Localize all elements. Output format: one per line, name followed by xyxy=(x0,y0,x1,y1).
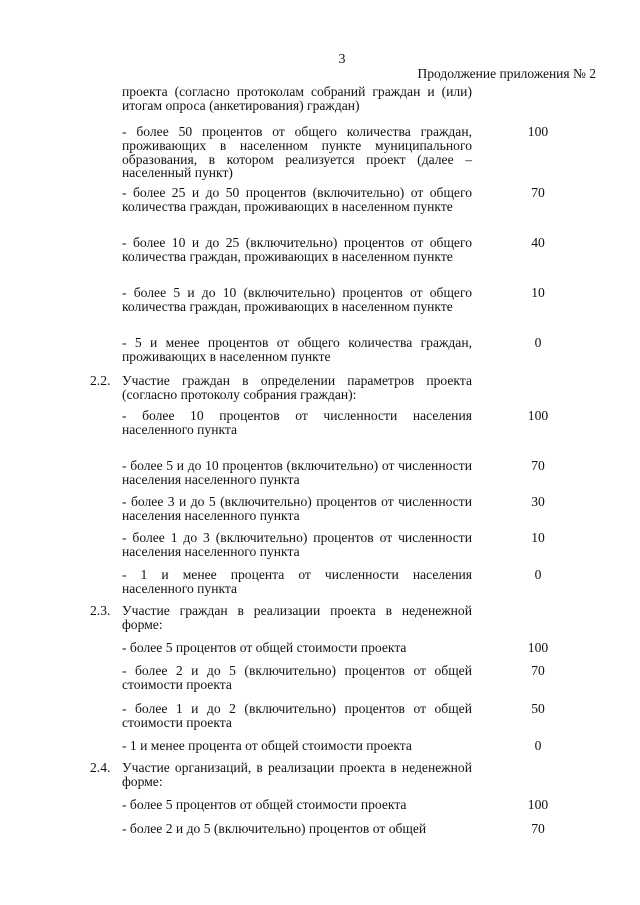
criterion-text: - более 5 процентов от общей стоимости проекта xyxy=(122,797,407,812)
section-heading: Участие организаций, в реализации проекта в неденежной форме: xyxy=(122,760,472,789)
criterion-text: - более 25 и до 50 процентов (включительно) от общего количества граждан, проживающих в населенном пункте xyxy=(122,185,472,214)
section-number: 2.4. xyxy=(90,760,111,775)
score-value: 10 xyxy=(531,530,545,545)
criterion-text: - более 2 и до 5 (включительно) процентов от общей xyxy=(122,821,427,836)
section-heading: Участие граждан в определении параметров проекта (согласно протоколу собрания граждан): xyxy=(122,373,472,402)
score-value: 10 xyxy=(531,285,545,300)
score-value: 100 xyxy=(527,797,549,812)
criterion-text: - более 3 и до 5 (включительно) процентов от численности населения населенного пункта xyxy=(122,494,472,523)
section-number: 2.2. xyxy=(90,373,111,388)
criterion-text: - более 1 и до 2 (включительно) процентов от общей стоимости проекта xyxy=(122,701,472,730)
criterion-text: - более 10 и до 25 (включительно) процентов от общего количества граждан, проживающих в населенном пункте xyxy=(122,235,472,264)
score-value: 70 xyxy=(531,185,545,200)
criterion-text: проекта (согласно протоколам собраний граждан и (или) итогам опроса (анкетирования) граждан) xyxy=(122,84,472,113)
criterion-text: - более 1 до 3 (включительно) процентов от численности населения населенного пункта xyxy=(122,530,472,559)
criterion-text: - более 2 и до 5 (включительно) процентов от общей стоимости проекта xyxy=(122,663,472,692)
criterion-text: - 5 и менее процентов от общего количества граждан, проживающих в населенном пункте xyxy=(122,335,472,364)
section-heading: Участие граждан в реализации проекта в неденежной форме: xyxy=(122,603,472,632)
score-value: 70 xyxy=(531,821,545,836)
score-value: 30 xyxy=(531,494,545,509)
section-number: 2.3. xyxy=(90,603,111,618)
score-value: 0 xyxy=(534,335,542,350)
criterion-text: - более 10 процентов от численности населения населенного пункта xyxy=(122,408,472,437)
score-value: 100 xyxy=(527,124,549,139)
score-value: 40 xyxy=(531,235,545,250)
criterion-text: - более 5 и до 10 процентов (включительно) от численности населения населенного пункта xyxy=(122,458,472,487)
criterion-text: - 1 и менее процента от общей стоимости проекта xyxy=(122,738,412,753)
score-value: 0 xyxy=(534,567,542,582)
score-value: 100 xyxy=(527,640,549,655)
page-number: 3 xyxy=(338,52,346,67)
appendix-continuation-note: Продолжение приложения № 2 xyxy=(417,66,596,81)
score-value: 70 xyxy=(531,458,545,473)
score-value: 0 xyxy=(534,738,542,753)
criterion-text: - 1 и менее процента от численности населения населенного пункта xyxy=(122,567,472,596)
criterion-text: - более 50 процентов от общего количества граждан, проживающих в населенном пункте муниципального образования, в котором реализуется проект (далее – населенный пункт) xyxy=(122,124,472,181)
criterion-text: - более 5 и до 10 (включительно) процентов от общего количества граждан, проживающих в населенном пункте xyxy=(122,285,472,314)
score-value: 50 xyxy=(531,701,545,716)
score-value: 70 xyxy=(531,663,545,678)
criterion-text: - более 5 процентов от общей стоимости проекта xyxy=(122,640,407,655)
score-value: 100 xyxy=(527,408,549,423)
